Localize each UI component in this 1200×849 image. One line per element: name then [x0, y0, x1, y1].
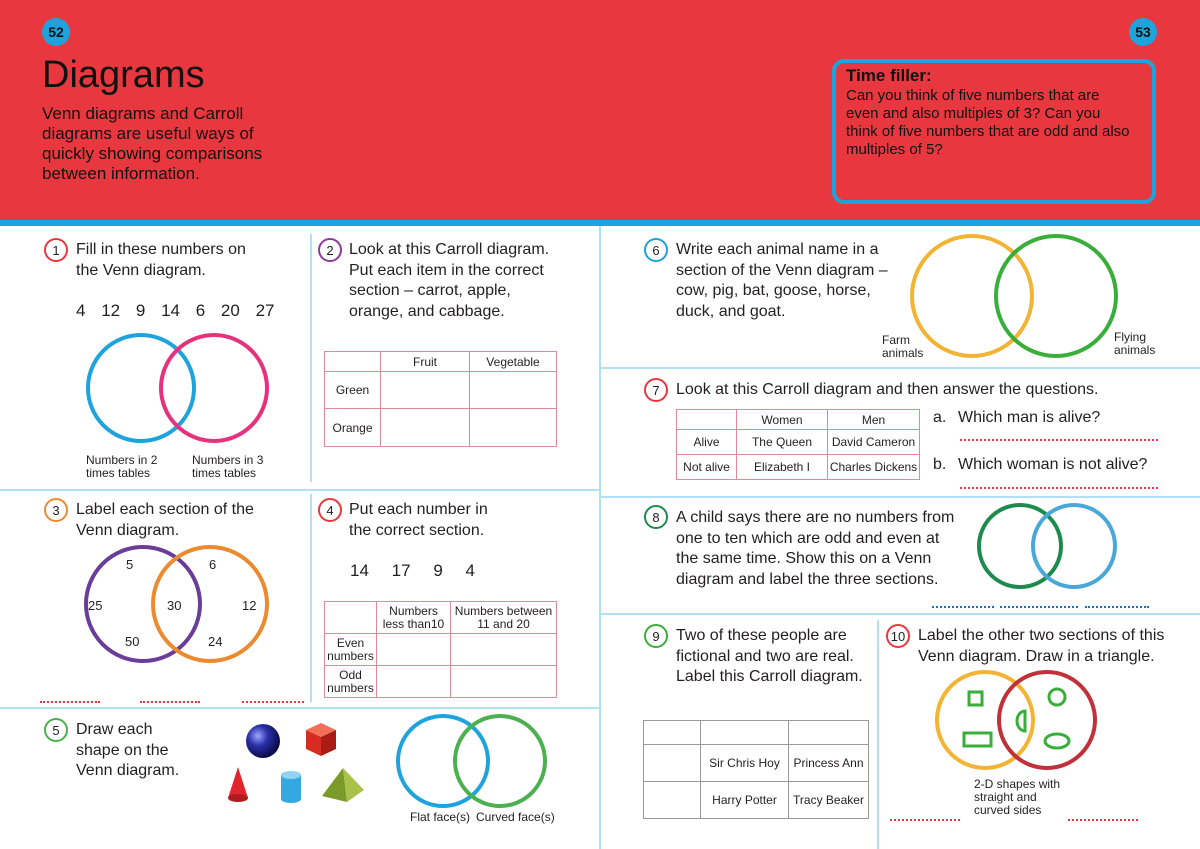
q5-shapes: [222, 720, 372, 810]
q4-number: 4: [465, 561, 475, 580]
cube-icon: [306, 723, 336, 756]
divider-q1-q2: [310, 234, 312, 482]
q9-col-header-cell[interactable]: [701, 721, 789, 745]
q10-venn-diagram[interactable]: [930, 668, 1110, 778]
divider-row1: [0, 489, 599, 491]
question-number-3: 3: [44, 498, 68, 522]
oval-icon: [1045, 734, 1069, 748]
q1-number: 6: [195, 301, 206, 320]
rectangle-icon: [964, 733, 991, 746]
q7-cell: David Cameron: [828, 430, 920, 455]
q5-label-right: Curved face(s): [476, 810, 555, 824]
q1-number: 12: [101, 301, 121, 320]
question-number-4: 4: [318, 498, 342, 522]
q2-row-header: Green: [325, 372, 381, 409]
q9-text: Two of these people are fictional and two are real. Label this Carroll diagram.: [676, 627, 863, 685]
q9-cell: Harry Potter: [701, 782, 789, 819]
cone-icon: [228, 767, 248, 802]
q7-text: Look at this Carroll diagram and then answer the questions.: [676, 381, 1099, 398]
q3-text: Label each section of the Venn diagram.: [76, 501, 254, 539]
q10-label: 2-D shapes with straight and curved sides: [974, 777, 1061, 817]
q4-answer-cell[interactable]: [451, 634, 557, 666]
q3-value: 12: [242, 598, 257, 613]
q1-number: 20: [220, 301, 240, 320]
q7a-question: Which man is alive?: [958, 409, 1101, 426]
q4-answer-cell[interactable]: [377, 666, 451, 698]
q4-number: 9: [433, 561, 443, 580]
q6-venn-diagram[interactable]: [905, 230, 1125, 368]
q9-col-header-cell[interactable]: [789, 721, 869, 745]
q3-value: 25: [88, 598, 103, 613]
q3-value: 24: [208, 634, 223, 649]
q3-answer-line[interactable]: [40, 701, 100, 703]
q2-answer-cell[interactable]: [470, 409, 557, 447]
q4-row-header: Odd numbers: [325, 666, 377, 698]
q9-cell: Tracy Beaker: [789, 782, 869, 819]
question-number-6: 6: [644, 238, 668, 262]
q7-row-header: Alive: [677, 430, 737, 455]
sphere-icon: [246, 724, 280, 758]
semicircle-icon: [1017, 711, 1025, 731]
q1-number: 9: [135, 301, 146, 320]
time-filler-title: Time filler:: [846, 66, 932, 85]
q1-numbers: [76, 301, 275, 321]
q7b-question: Which woman is not alive?: [958, 456, 1148, 473]
page-number-left: 52: [42, 18, 70, 46]
question-number-7: 7: [644, 378, 668, 402]
q6-label-left: Farm animals: [882, 333, 924, 360]
q7a-letter: a.: [933, 409, 947, 426]
q3-answer-line[interactable]: [140, 701, 200, 703]
q4-answer-cell[interactable]: [377, 634, 451, 666]
q3-value: 6: [209, 557, 217, 572]
q7-cell: Charles Dickens: [828, 455, 920, 480]
page-number-right: 53: [1129, 18, 1157, 46]
q8-venn-diagram[interactable]: [972, 500, 1122, 595]
q7-cell: Elizabeth I: [737, 455, 828, 480]
q4-text: Put each number in the correct section.: [349, 501, 488, 539]
q9-cell: Sir Chris Hoy: [701, 745, 789, 782]
q5-text: Draw each shape on the Venn diagram.: [76, 721, 180, 779]
q4-row-header: Even numbers: [325, 634, 377, 666]
q4-col-header: Numbers between 11 and 20: [451, 602, 557, 634]
q4-carroll-diagram: [324, 601, 557, 698]
intro-text: Venn diagrams and Carroll diagrams are useful ways of quickly showing comparisons between information.: [42, 104, 263, 183]
q2-col-header: Fruit: [381, 352, 470, 372]
q9-row-header-cell[interactable]: [644, 745, 701, 782]
question-number-8: 8: [644, 505, 668, 529]
q8-text: A child says there are no numbers from one to ten which are odd and even at the same time. Show this on a Venn diagram and label the three sections.: [676, 509, 955, 588]
q8-answer-line[interactable]: [1000, 606, 1078, 608]
q4-number: 14: [350, 561, 369, 580]
q5-label-left: Flat face(s): [410, 810, 471, 824]
divider-q8-q9: [601, 613, 1200, 615]
q7a-answer-line[interactable]: [960, 439, 1158, 441]
q2-carroll-diagram: [324, 351, 557, 447]
question-number-10: 10: [886, 624, 910, 648]
q9-cell: Princess Ann: [789, 745, 869, 782]
q1-text: Fill in these numbers on the Venn diagram.: [76, 241, 246, 279]
q2-answer-cell[interactable]: [381, 409, 470, 447]
square-icon: [969, 692, 982, 705]
q3-value: 30: [167, 598, 182, 613]
divider-q9-q10: [877, 620, 879, 849]
q1-label-left: Numbers in 2 times tables: [86, 453, 158, 480]
q9-row-header-cell[interactable]: [644, 782, 701, 819]
q2-answer-cell[interactable]: [470, 372, 557, 409]
q6-label-right: Flying animals: [1114, 330, 1156, 357]
q4-answer-cell[interactable]: [451, 666, 557, 698]
cylinder-icon: [281, 771, 301, 803]
q7-col-header: Men: [828, 410, 920, 430]
q1-label-right: Numbers in 3 times tables: [192, 453, 264, 480]
divider-q3-q4: [310, 494, 312, 702]
q8-answer-line[interactable]: [1085, 606, 1149, 608]
q10-answer-line[interactable]: [1068, 819, 1138, 821]
q9-carroll-diagram: [643, 720, 869, 819]
q7-col-header: Women: [737, 410, 828, 430]
question-number-2: 2: [318, 238, 342, 262]
q1-number: 4: [76, 301, 86, 320]
divider-row2: [0, 707, 599, 709]
q7-cell: The Queen: [737, 430, 828, 455]
q3-value: 50: [125, 634, 140, 649]
q2-answer-cell[interactable]: [381, 372, 470, 409]
circle-icon: [1049, 689, 1065, 705]
q7b-letter: b.: [933, 456, 947, 473]
q2-row-header: Orange: [325, 409, 381, 447]
question-number-5: 5: [44, 718, 68, 742]
q7-carroll-diagram: [676, 409, 920, 480]
q7-row-header: Not alive: [677, 455, 737, 480]
q5-venn-diagram[interactable]: [395, 712, 555, 812]
q2-col-header: Vegetable: [470, 352, 557, 372]
q4-number: 17: [391, 561, 411, 580]
question-number-1: 1: [44, 238, 68, 262]
q6-text: Write each animal name in a section of the Venn diagram – cow, pig, bat, goose, horse, duck, and goat.: [676, 241, 888, 320]
q8-answer-line[interactable]: [932, 606, 994, 608]
q7b-answer-line[interactable]: [960, 487, 1158, 489]
q4-col-header: Numbers less than10: [377, 602, 451, 634]
q3-answer-line[interactable]: [242, 701, 304, 703]
q10-text: Label the other two sections of this Venn diagram. Draw in a triangle.: [918, 627, 1165, 665]
q1-number: 14: [161, 301, 180, 320]
q3-value: 5: [126, 557, 134, 572]
page-divider: [599, 226, 601, 849]
pyramid-icon: [322, 768, 364, 802]
q1-venn-diagram[interactable]: [80, 330, 280, 455]
q1-number: 27: [255, 301, 275, 320]
q10-answer-line[interactable]: [890, 819, 960, 821]
time-filler-text: Can you think of five numbers that are even and also multiples of 3? Can you think of five numbers that are odd and also multiples of 5?: [846, 87, 1130, 158]
q2-text: Look at this Carroll diagram. Put each item in the correct section – carrot, apple, orange, and cabbage.: [349, 241, 550, 320]
question-number-9: 9: [644, 624, 668, 648]
divider-q7-q8: [601, 496, 1200, 498]
q4-numbers: [350, 561, 475, 581]
page-title: Diagrams: [42, 54, 205, 96]
